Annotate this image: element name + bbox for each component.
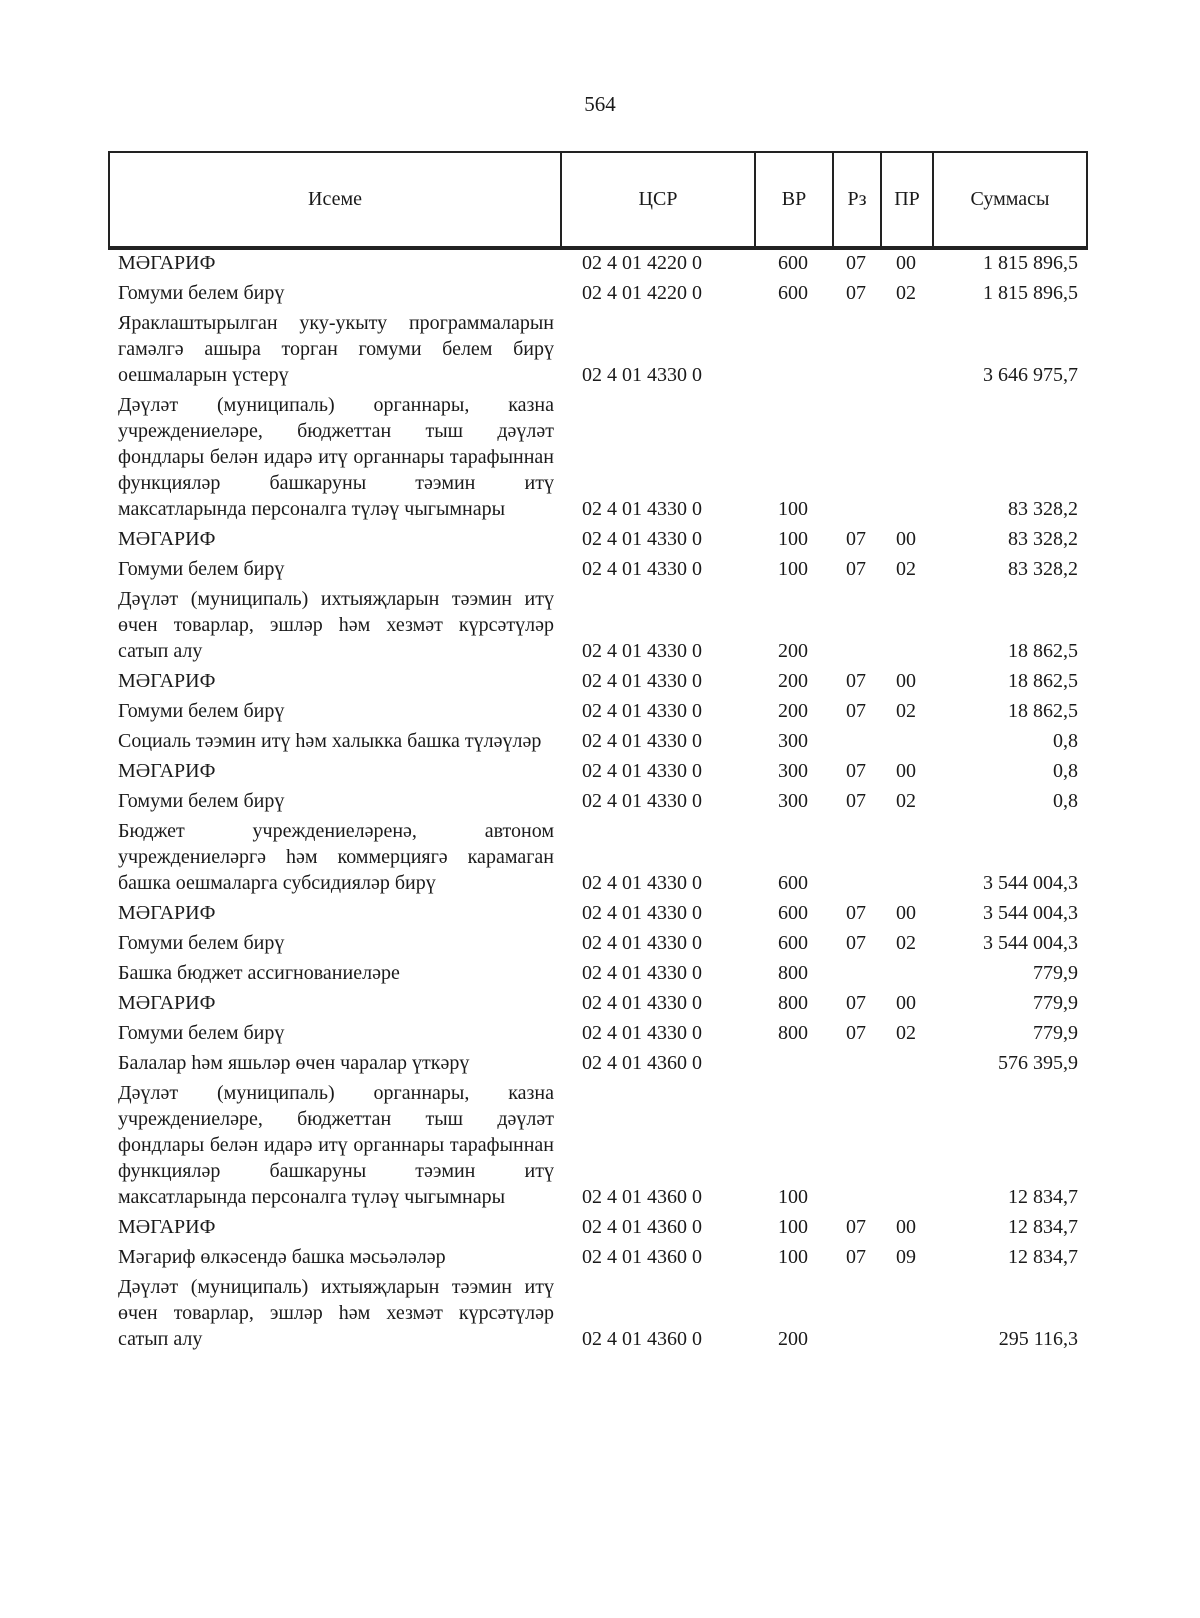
row-name: Социаль тәэмин итү һәм халыкка башка түләүләр [118,730,542,752]
row-vr: 300 [778,730,808,752]
header-pr: ПР [882,153,934,246]
row-rz: 07 [846,252,866,274]
row-rz: 07 [846,670,866,692]
row-vr: 300 [778,760,808,782]
row-sum: 779,9 [1033,962,1078,984]
table-row [108,526,1088,552]
row-pr: 02 [896,282,916,304]
row-sum: 0,8 [1053,790,1078,812]
table-row [108,586,1088,664]
row-pr: 09 [896,1246,916,1268]
row-sum: 3 544 004,3 [983,872,1078,894]
row-vr: 800 [778,992,808,1014]
table-row [108,310,1088,388]
row-pr: 00 [896,1216,916,1238]
row-csr: 02 4 01 4330 0 [582,700,702,722]
row-vr: 100 [778,558,808,580]
row-rz: 07 [846,902,866,924]
row-name: Дәүләт (муниципаль) ихтыяҗларын тәэмин итү өчен товарлар, эшләр һәм хезмәт күрсәтүләр сатып алу [118,588,554,662]
row-name: МӘГАРИФ [118,252,216,274]
row-rz: 07 [846,700,866,722]
row-name: Балалар һәм яшьләр өчен чаралар үткәрү [118,1052,470,1074]
table-row [108,960,1088,986]
row-name: МӘГАРИФ [118,992,216,1014]
table-row [108,990,1088,1016]
row-sum: 1 815 896,5 [983,282,1078,304]
row-rz: 07 [846,1216,866,1238]
row-vr: 200 [778,670,808,692]
row-vr: 100 [778,1186,808,1208]
row-csr: 02 4 01 4330 0 [582,760,702,782]
row-pr: 00 [896,670,916,692]
row-csr: 02 4 01 4330 0 [582,670,702,692]
row-csr: 02 4 01 4330 0 [582,640,702,662]
row-vr: 100 [778,1216,808,1238]
row-csr: 02 4 01 4330 0 [582,962,702,984]
row-vr: 600 [778,252,808,274]
row-pr: 02 [896,558,916,580]
row-rz: 07 [846,528,866,550]
row-csr: 02 4 01 4360 0 [582,1186,702,1208]
row-rz: 07 [846,790,866,812]
row-name: Башка бюджет ассигнованиеләре [118,962,400,984]
row-name: МӘГАРИФ [118,760,216,782]
table-row [108,1244,1088,1270]
row-rz: 07 [846,992,866,1014]
header-sum: Суммасы [970,188,1050,210]
row-sum: 295 116,3 [998,1328,1078,1350]
row-vr: 300 [778,790,808,812]
row-sum: 0,8 [1053,730,1078,752]
row-vr: 200 [778,700,808,722]
row-name: Гомуми белем бирү [118,282,285,304]
row-sum: 0,8 [1053,760,1078,782]
header-rz: Рз [834,153,882,246]
row-sum: 779,9 [1033,992,1078,1014]
row-csr: 02 4 01 4330 0 [582,558,702,580]
row-vr: 800 [778,962,808,984]
row-name: Дәүләт (муниципаль) органнары, казна учреждениеләре, бюджеттан тыш дәүләт фондлары белән идарә итү органнары тарафыннан функцияләр башкаруны тәэмин итү максатларында персоналга түләү чыгымнары [118,1082,554,1208]
row-csr: 02 4 01 4360 0 [582,1216,702,1238]
row-sum: 779,9 [1033,1022,1078,1044]
table-row [108,668,1088,694]
row-csr: 02 4 01 4330 0 [582,528,702,550]
table-row [108,788,1088,814]
row-csr: 02 4 01 4330 0 [582,902,702,924]
header-vr: ВР [756,153,834,246]
row-csr: 02 4 01 4330 0 [582,872,702,894]
row-rz: 07 [846,1022,866,1044]
row-csr: 02 4 01 4360 0 [582,1052,702,1074]
table-row [108,1274,1088,1352]
row-pr: 02 [896,932,916,954]
row-sum: 12 834,7 [1008,1186,1078,1208]
row-sum: 18 862,5 [1008,670,1078,692]
table-row [108,818,1088,896]
row-vr: 600 [778,902,808,924]
row-pr: 00 [896,992,916,1014]
table-row [108,1020,1088,1046]
row-name: Дәүләт (муниципаль) органнары, казна учреждениеләре, бюджеттан тыш дәүләт фондлары белән идарә итү органнары тарафыннан функцияләр башкаруны тәэмин итү максатларында персоналга түләү чыгымнары [118,394,554,520]
row-pr: 02 [896,790,916,812]
row-csr: 02 4 01 4220 0 [582,282,702,304]
row-pr: 00 [896,252,916,274]
table-row [108,556,1088,582]
row-name: Гомуми белем бирү [118,1022,285,1044]
row-name: МӘГАРИФ [118,670,216,692]
table-row [108,930,1088,956]
row-rz: 07 [846,1246,866,1268]
row-csr: 02 4 01 4360 0 [582,1246,702,1268]
row-rz: 07 [846,932,866,954]
row-sum: 576 395,9 [998,1052,1078,1074]
table-row [108,728,1088,754]
row-sum: 18 862,5 [1008,700,1078,722]
row-vr: 200 [778,640,808,662]
row-rz: 07 [846,558,866,580]
row-vr: 100 [778,498,808,520]
row-name: Гомуми белем бирү [118,790,285,812]
row-sum: 83 328,2 [1008,558,1078,580]
row-vr: 600 [778,872,808,894]
table-row [108,392,1088,522]
row-name: МӘГАРИФ [118,528,216,550]
row-csr: 02 4 01 4360 0 [582,1328,702,1350]
row-sum: 12 834,7 [1008,1246,1078,1268]
row-vr: 200 [778,1328,808,1350]
row-sum: 12 834,7 [1008,1216,1078,1238]
table-row [108,758,1088,784]
table-header [108,151,1088,248]
row-csr: 02 4 01 4330 0 [582,790,702,812]
row-name: Бюджет учреждениеләренә, автоном учреждениеләргә һәм коммерциягә карамаган башка оешмаларга субсидияләр бирү [118,820,554,894]
row-name: Мәгариф өлкәсендә башка мәсьәләләр [118,1246,446,1268]
row-csr: 02 4 01 4330 0 [582,932,702,954]
row-sum: 83 328,2 [1008,528,1078,550]
row-vr: 800 [778,1022,808,1044]
row-vr: 600 [778,932,808,954]
row-name: Гомуми белем бирү [118,700,285,722]
row-name: МӘГАРИФ [118,902,216,924]
row-sum: 1 815 896,5 [983,252,1078,274]
row-rz: 07 [846,282,866,304]
table-row [108,1050,1088,1076]
row-pr: 02 [896,1022,916,1044]
row-name: Дәүләт (муниципаль) ихтыяҗларын тәэмин итү өчен товарлар, эшләр һәм хезмәт күрсәтүләр сатып алу [118,1276,554,1350]
table-row [108,248,1088,276]
table-row [108,698,1088,724]
table-body [108,248,1088,1356]
row-vr: 100 [778,1246,808,1268]
row-csr: 02 4 01 4330 0 [582,730,702,752]
row-csr: 02 4 01 4330 0 [582,364,702,386]
table-row [108,900,1088,926]
row-csr: 02 4 01 4330 0 [582,992,702,1014]
row-vr: 600 [778,282,808,304]
row-pr: 00 [896,760,916,782]
page-number: 564 [584,92,616,116]
row-pr: 02 [896,700,916,722]
row-sum: 3 544 004,3 [983,932,1078,954]
row-vr: 100 [778,528,808,550]
row-pr: 00 [896,528,916,550]
row-sum: 3 646 975,7 [983,364,1078,386]
row-name: Яраклаштырылган уку-укыту программаларын гамәлгә ашыра торган гомуми белем бирү оешмаларын үстерү [118,312,554,386]
row-name: МӘГАРИФ [118,1216,216,1238]
row-name: Гомуми белем бирү [118,558,285,580]
row-name: Гомуми белем бирү [118,932,285,954]
row-csr: 02 4 01 4220 0 [582,252,702,274]
row-csr: 02 4 01 4330 0 [582,498,702,520]
row-csr: 02 4 01 4330 0 [582,1022,702,1044]
row-pr: 00 [896,902,916,924]
row-sum: 18 862,5 [1008,640,1078,662]
table-row [108,280,1088,306]
row-rz: 07 [846,760,866,782]
row-sum: 3 544 004,3 [983,902,1078,924]
row-sum: 83 328,2 [1008,498,1078,520]
header-name: Исеме [110,153,562,246]
table-row [108,1214,1088,1240]
header-csr: ЦСР [562,153,756,246]
table-row [108,1080,1088,1210]
